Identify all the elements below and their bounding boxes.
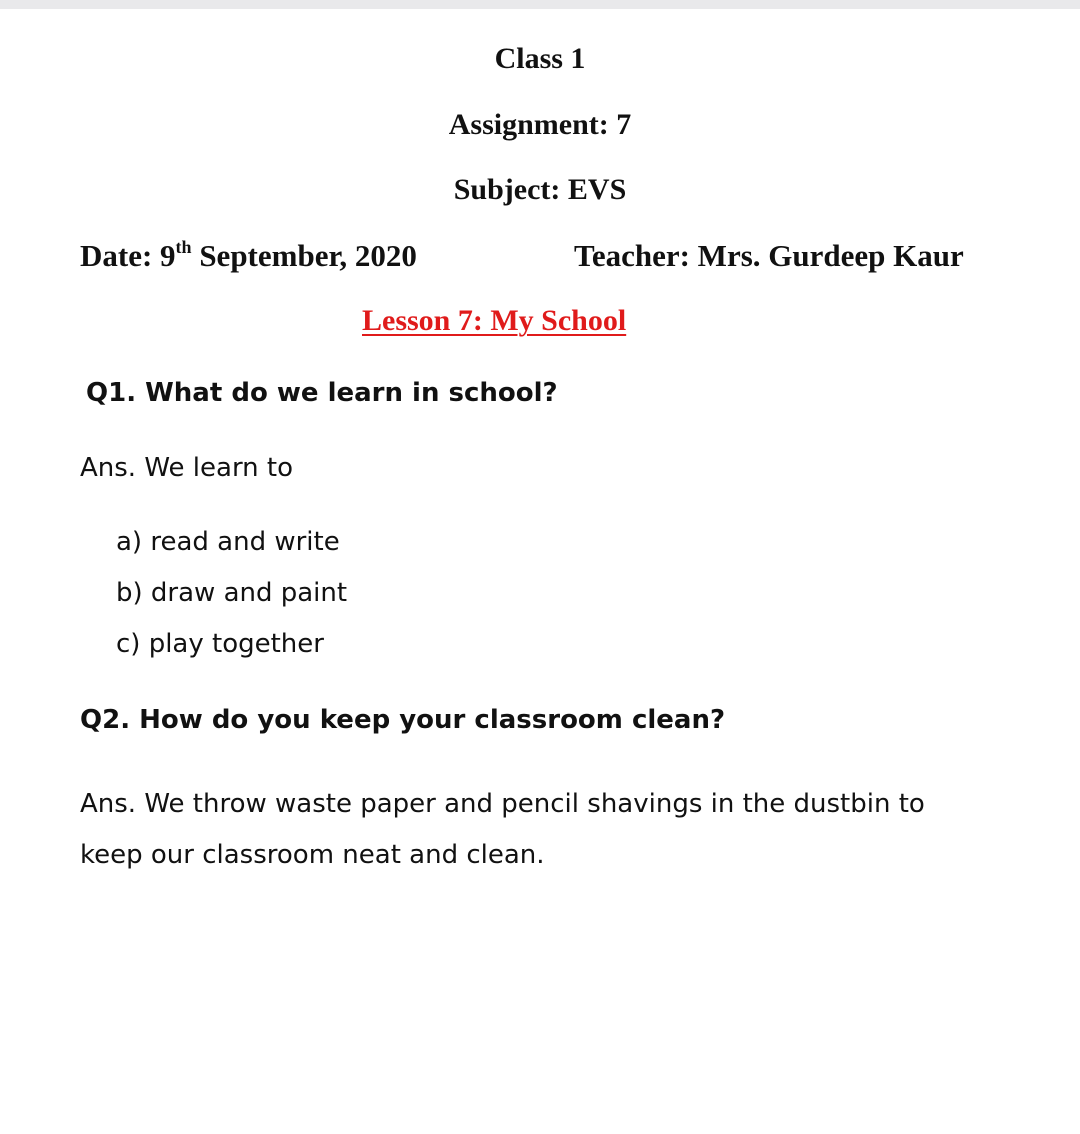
top-strip [0, 0, 1080, 9]
answer-1-item-c: c) play together [116, 629, 324, 659]
teacher-line: Teacher: Mrs. Gurdeep Kaur [574, 238, 964, 273]
answer-2: Ans. We throw waste paper and pencil shavings in the dustbin to keep our classroom neat and clean. [80, 789, 925, 870]
date-line [80, 238, 417, 274]
answer-1-item-b: b) draw and paint [116, 578, 348, 608]
lesson-title: Lesson 7: My School [362, 304, 627, 337]
date-prefix: Date: 9 [80, 238, 176, 273]
assignment-heading: Assignment: 7 [448, 108, 632, 141]
date-suffix: th [175, 237, 192, 257]
subject-heading: Subject: EVS [453, 173, 627, 206]
answer-1-item-a: a) read and write [116, 527, 340, 557]
document-page [0, 9, 1080, 1134]
question-2: Q2. How do you keep your classroom clean? [80, 705, 726, 735]
question-1: Q1. What do we learn in school? [86, 378, 558, 408]
class-heading: Class 1 [494, 42, 586, 75]
answer-1-intro: Ans. We learn to [80, 453, 294, 483]
date-rest: September, 2020 [191, 238, 417, 273]
